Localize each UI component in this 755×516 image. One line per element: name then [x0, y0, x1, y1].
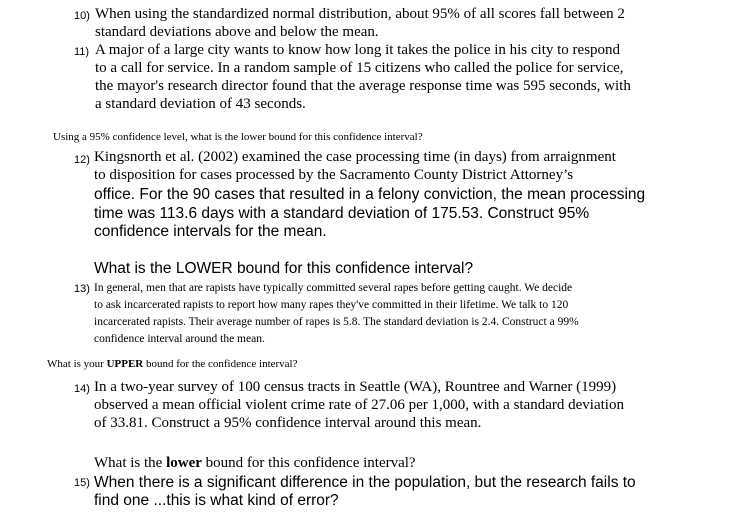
question-number: 15) — [74, 477, 90, 489]
question-text-line: of 33.81. Construct a 95% confidence interval around this mean. — [94, 415, 482, 431]
question-text-line: standard deviations above and below the mean. — [95, 24, 379, 40]
question-text-line: observed a mean official violent crime rate of 27.06 per 1,000, with a standard deviation — [94, 397, 624, 413]
question-number: 13) — [74, 283, 90, 295]
question-prompt: What is the LOWER bound for this confidence interval? — [94, 260, 474, 277]
question-text-line: the mayor's research director found that the average response time was 595 seconds, with — [95, 78, 631, 94]
question-number: 10) — [74, 10, 90, 22]
question-text-line: In a two-year survey of 100 census tracts in Seattle (WA), Rountree and Warner (1999) — [94, 379, 617, 395]
question-text-line: office. For the 90 cases that resulted in a felony conviction, the mean processing — [94, 186, 646, 203]
question-text-line: When using the standardized normal distribution, about 95% of all scores fall between 2 — [95, 6, 625, 22]
question-number: 14) — [74, 383, 90, 395]
question-text-line: a standard deviation of 43 seconds. — [95, 96, 306, 112]
question-text-line: to disposition for cases processed by the Sacramento County District Attorney’s — [94, 167, 574, 183]
question-prompt: Using a 95% confidence level, what is the lower bound for this confidence interval? — [53, 131, 423, 143]
question-number: 12) — [74, 154, 90, 166]
question-text-line: to ask incarcerated rapists to report how many rapes they've committed in their lifetime. We talk to 120 — [94, 299, 569, 311]
question-prompt: What is your UPPER bound for the confidence interval? — [47, 358, 298, 370]
question-text-line: When there is a significant difference in the population, but the research fails to — [94, 474, 636, 491]
question-text-line: In general, men that are rapists have typically committed several rapes before getting caught. We decide — [94, 282, 573, 294]
question-text-line: confidence interval around the mean. — [94, 333, 265, 345]
question-text-line: time was 113.6 days with a standard deviation of 175.53. Construct 95% — [94, 205, 590, 222]
question-text-line: Kingsnorth et al. (2002) examined the case processing time (in days) from arraignment — [94, 149, 616, 165]
question-text-line: confidence intervals for the mean. — [94, 223, 327, 240]
question-text-line: A major of a large city wants to know how long it takes the police in his city to respond — [95, 42, 621, 58]
question-prompt: What is the lower bound for this confidence interval? — [94, 455, 416, 471]
question-text-line: incarcerated rapists. Their average number of rapes is 5.8. The standard deviation is 2.4. Construct a 99% — [94, 316, 579, 328]
question-number: 11) — [74, 46, 90, 58]
question-text-line: find one ...this is what kind of error? — [94, 492, 339, 509]
question-text-line: to a call for service. In a random sample of 15 citizens who called the police for service, — [95, 60, 624, 76]
